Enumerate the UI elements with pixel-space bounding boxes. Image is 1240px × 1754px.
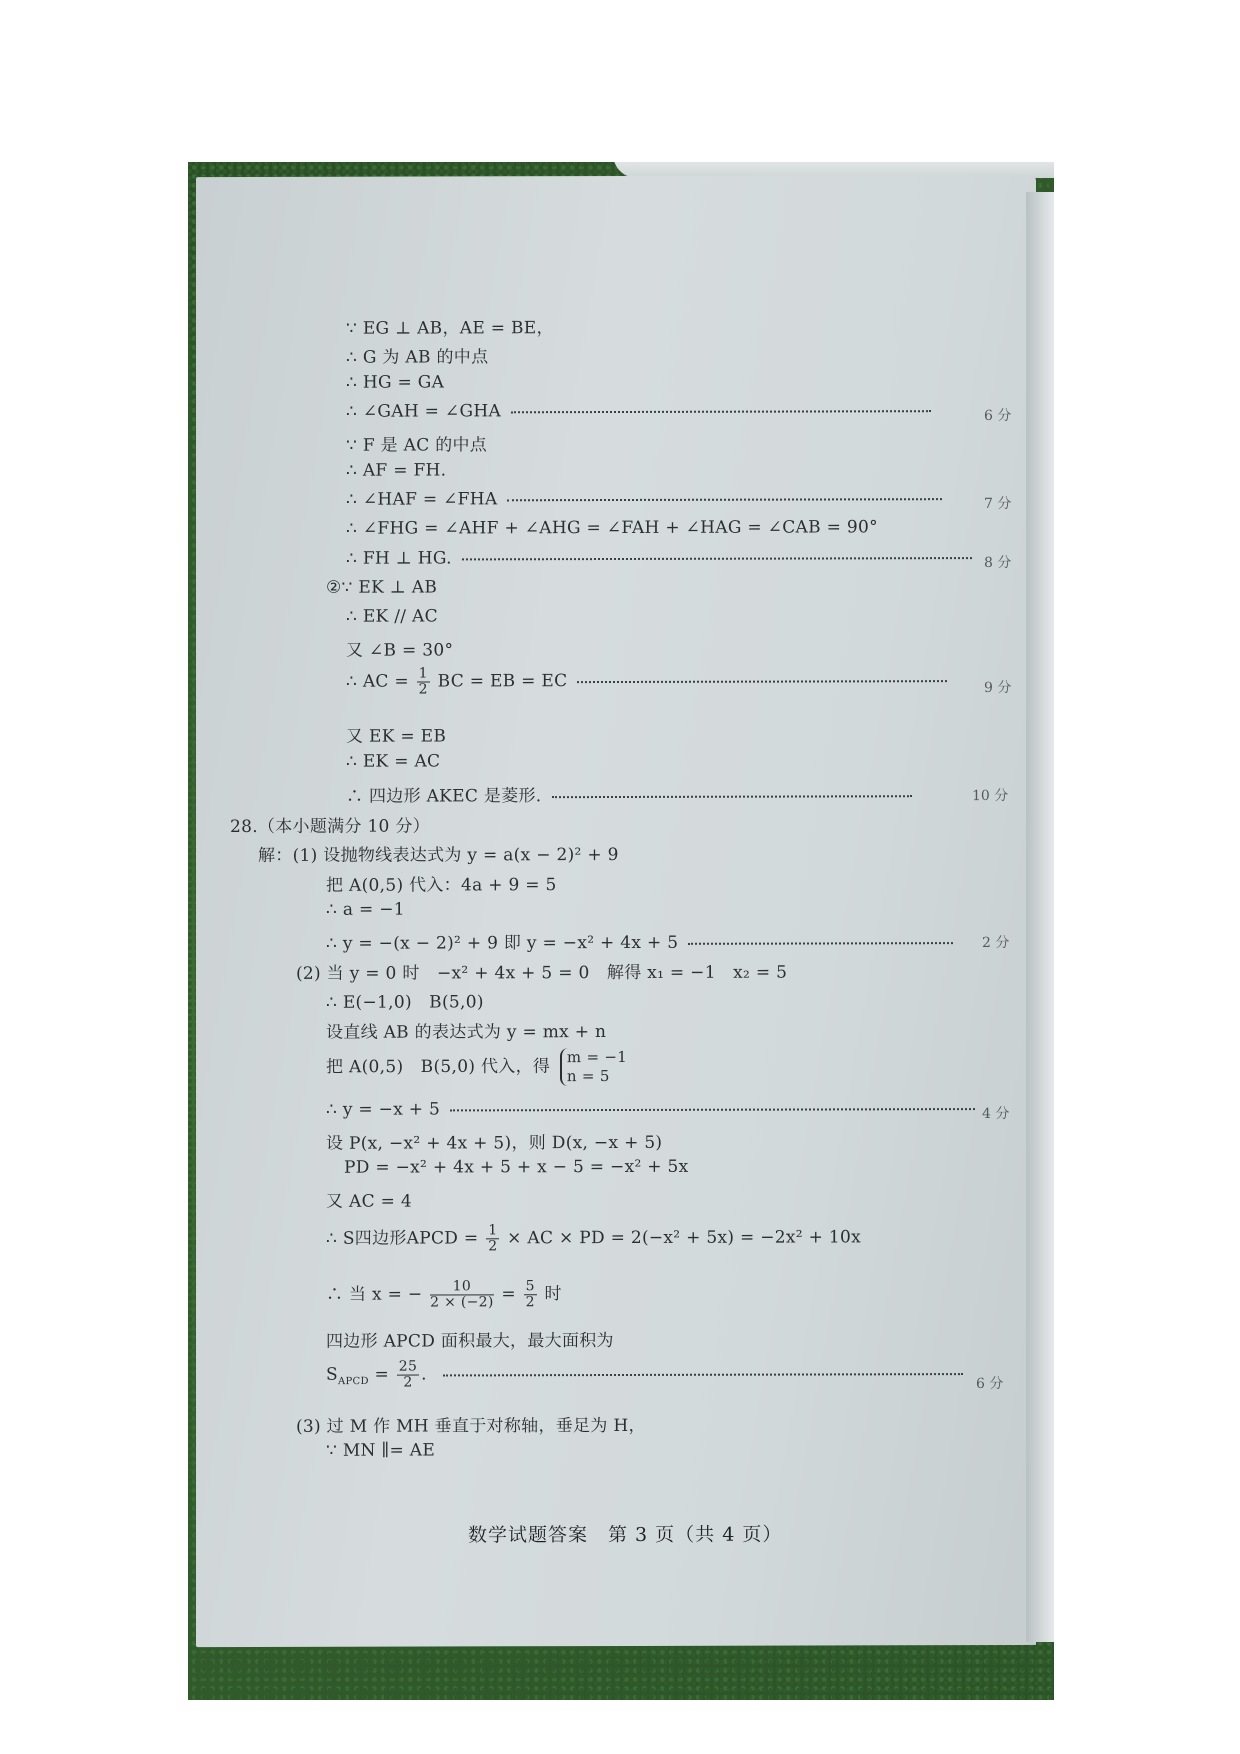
- solution-line: $S_{APCD}$ = $\frac{25}{2}$ .: [326, 1358, 963, 1391]
- solution-line: 解：(1) 设抛物线表达式为 y = a(x − 2)² + 9: [258, 844, 619, 866]
- proof-line: ∴ HG = GA: [346, 372, 445, 393]
- score-mark: 10 分: [972, 787, 1009, 805]
- fraction: $\frac{25}{2}$: [398, 1358, 418, 1391]
- score-mark: 2 分: [982, 934, 1010, 952]
- proof-line: ∴ AC = $\frac{1}{2}$ BC = EB = EC: [346, 665, 947, 698]
- solution-line: 设 P(x, −x² + 4x + 5)，则 D(x, −x + 5): [326, 1132, 663, 1154]
- solution-line: ∴ 当 x = − $\frac{10}{2 \times (-2)}$ = $\frac{5}{2}$ 时: [326, 1278, 562, 1311]
- solution-line: 设直线 AB 的表达式为 y = mx + n: [326, 1022, 607, 1043]
- proof-line: ∵ F 是 AC 的中点: [346, 435, 488, 456]
- proof-line: ∴ EK // AC: [346, 606, 438, 627]
- answer-sheet: [196, 175, 1036, 1647]
- solution-line: ∴ S四边形APCD = $\frac{1}{2}$ × AC × PD = 2(−x² + 5x) = −2x² + 10x: [326, 1222, 861, 1255]
- solution-line: ∴ E(−1,0) B(5,0): [326, 992, 484, 1013]
- solution-line: ∴ a = −1: [326, 899, 405, 920]
- proof-line: ∴ G 为 AB 的中点: [346, 347, 489, 368]
- proof-line: ②∵ EK ⊥ AB: [326, 577, 438, 598]
- score-mark: 8 分: [984, 554, 1012, 572]
- proof-line: ∵ EG ⊥ AB，AE = BE，: [346, 318, 554, 339]
- score-mark: 4 分: [982, 1105, 1010, 1123]
- proof-line: 又 ∠B = 30°: [346, 640, 454, 661]
- proof-line: ∴ ∠GAH = ∠GHA: [346, 400, 931, 422]
- proof-line: ∴ AF = FH.: [346, 460, 447, 481]
- proof-line: ∴ 四边形 AKEC 是菱形.: [346, 780, 912, 806]
- proof-line: ∴ FH ⊥ HG.: [346, 547, 972, 569]
- question-heading: 28.（本小题满分 10 分）: [230, 816, 430, 838]
- solution-line: 把 A(0,5) 代入：4a + 9 = 5: [326, 875, 557, 896]
- solution-line: (2) 当 y = 0 时 −x² + 4x + 5 = 0 解得 x₁ = −1 x₂ = 5: [296, 962, 788, 984]
- score-mark: 9 分: [984, 679, 1012, 697]
- solution-line: ∴ y = −(x − 2)² + 9 即 y = −x² + 4x + 5: [326, 927, 953, 954]
- page-footer: 数学试题答案 第 3 页（共 4 页）: [468, 1523, 783, 1547]
- proof-line: ∴ EK = AC: [346, 751, 441, 772]
- next-page-edge: [1026, 192, 1054, 1642]
- fraction: $\frac{1}{2}$: [418, 665, 428, 698]
- fraction: $\frac{5}{2}$: [525, 1278, 535, 1311]
- fraction: $\frac{10}{2 \times (-2)}$: [430, 1278, 494, 1311]
- equation-system: m = −1 n = 5: [560, 1048, 627, 1086]
- photo-background: [188, 162, 1054, 1700]
- score-mark: 6 分: [976, 1375, 1004, 1393]
- solution-line: PD = −x² + 4x + 5 + x − 5 = −x² + 5x: [344, 1156, 689, 1178]
- fraction: $\frac{1}{2}$: [488, 1222, 498, 1255]
- solution-line: ∴ y = −x + 5: [326, 1098, 975, 1120]
- solution-line: 又 AC = 4: [326, 1191, 412, 1212]
- proof-line: 又 EK = EB: [346, 726, 447, 747]
- score-mark: 7 分: [984, 495, 1012, 513]
- solution-line: ∵ MN ∥= AE: [326, 1440, 436, 1461]
- proof-line: ∴ ∠HAF = ∠FHA: [346, 488, 942, 510]
- proof-line: ∴ ∠FHG = ∠AHF + ∠AHG = ∠FAH + ∠HAG = ∠CAB = 90°: [346, 517, 878, 539]
- solution-line: (3) 过 M 作 MH 垂直于对称轴，垂足为 H，: [296, 1415, 646, 1437]
- solution-line: 四边形 APCD 面积最大，最大面积为: [326, 1331, 614, 1352]
- solution-line: 把 A(0,5) B(5,0) 代入，得 m = −1 n = 5: [326, 1047, 628, 1086]
- score-mark: 6 分: [984, 407, 1012, 425]
